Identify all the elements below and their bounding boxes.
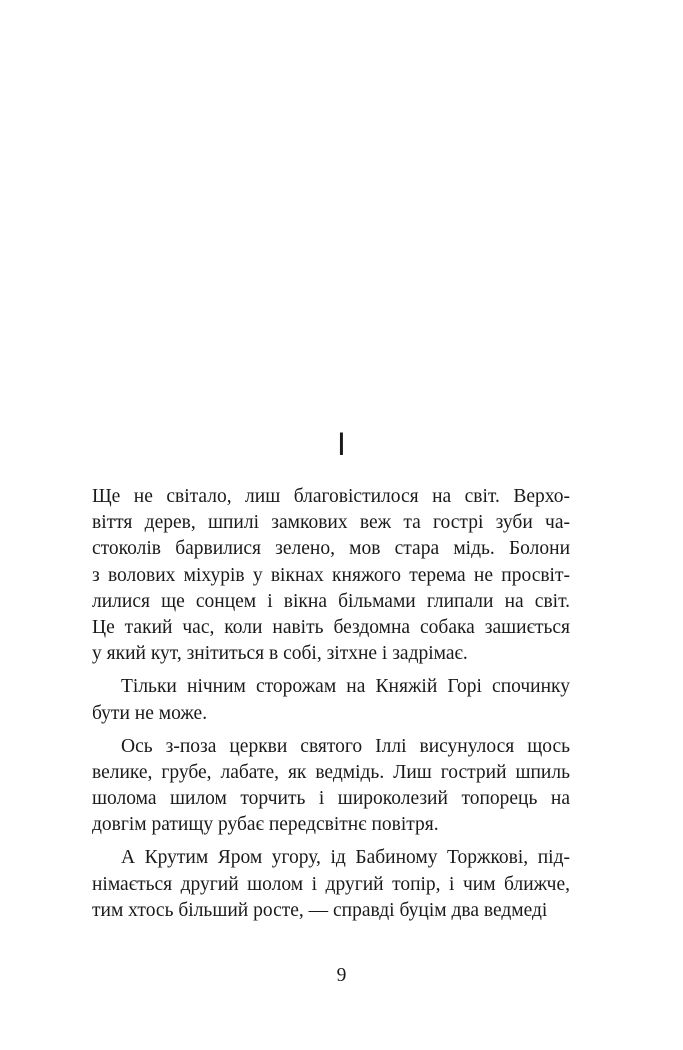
text-line: німається другий шолом і другий топір, і чим ближче, <box>92 873 570 895</box>
text-line: А Крутим Яром угору, ід Бабиному Торжкові, під- <box>121 847 570 869</box>
body-text <box>92 484 570 931</box>
paragraph-2 <box>92 674 570 726</box>
text-line: у який кут, знітиться в собі, зітхне і задрімає. <box>92 643 468 665</box>
chapter-heading: I <box>337 426 346 462</box>
text-line: Це такий час, коли навіть бездомна собака зашиється <box>92 616 570 638</box>
text-line: Тільки нічним сторожам на Княжій Горі спочинку <box>121 676 570 698</box>
paragraph-3 <box>92 734 570 839</box>
text-line: стоколів барвилися зелено, мов стара мідь. Болони <box>92 538 570 560</box>
text-line: лилися ще сонцем і вікна більмами глипали на світ. <box>92 590 570 612</box>
text-line: тим хтось більший росте, — справді буцім два ведмеді <box>92 899 548 921</box>
text-line: велике, грубе, лабате, як ведмідь. Лиш гострий шпиль <box>92 761 570 783</box>
text-line: довгім ратищу рубає передсвітнє повітря. <box>92 814 439 836</box>
text-line: з волових міхурів у вікнах княжого терема не просвіт- <box>92 564 570 586</box>
text-line: Ще не світало, лиш благовістилося на світ. Верхо- <box>92 486 570 507</box>
paragraph-4 <box>92 845 570 924</box>
text-line: бути не може. <box>92 702 208 724</box>
paragraph-1 <box>92 484 570 667</box>
text-line: віття дерев, шпилі замкових веж та гострі зуби ча- <box>92 512 570 534</box>
text-line: шолома шилом торчить і широколезий топорець на <box>92 788 570 810</box>
page-number: 9 <box>336 965 347 986</box>
text-line: Ось з-поза церкви святого Іллі висунулося щось <box>121 735 570 757</box>
